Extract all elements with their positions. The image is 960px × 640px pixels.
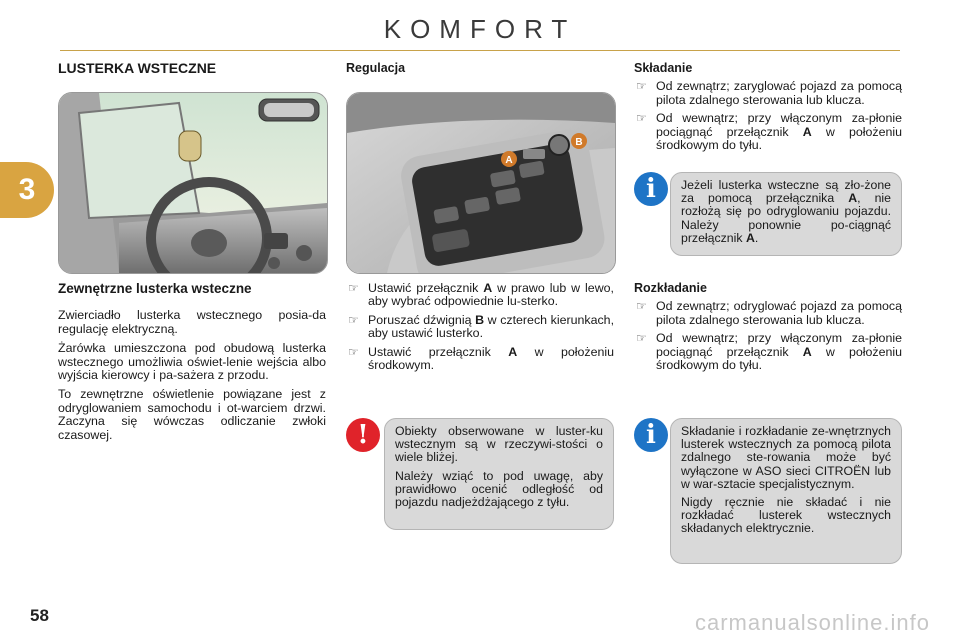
pointing-finger-icon: ☞ <box>636 79 647 94</box>
switch-label: A <box>745 230 755 245</box>
list-item <box>634 332 902 372</box>
info-box-fold <box>670 172 902 256</box>
text: w położeniu środkowym do tyłu. <box>656 344 902 373</box>
pointing-finger-icon: ☞ <box>636 331 647 346</box>
text: Ustawić przełącznik <box>368 344 509 359</box>
fold-list <box>634 80 902 152</box>
exclamation-icon: ! <box>346 418 380 452</box>
paragraph: To zewnętrzne oświetlenie powiązane jest z odryglowaniem samochodu i ot-warciem drzwi. Zaczyna się wówczas odliczanie zwłoki czasowej. <box>58 387 326 442</box>
text: Ustawić przełącznik <box>368 281 484 295</box>
list-item <box>346 346 614 373</box>
left-column <box>58 62 326 75</box>
warning-text: Należy wziąć to pod uwagę, aby prawidłowo ocenić odległość od pojazdu nadjeżdżającego z tyłu. <box>395 468 603 510</box>
unfold-title: Rozkładanie <box>634 281 707 295</box>
subsection-title: Zewnętrzne lusterka wsteczne <box>58 281 252 296</box>
header-divider <box>60 50 900 51</box>
door-switch-photo <box>346 92 616 274</box>
text: , nie rozłożą się po odryglowaniu pojazdu. Należy ponownie po-ciągnąć przełącznik <box>681 191 891 245</box>
info-icon: i <box>634 172 668 206</box>
fold-title: Składanie <box>634 61 693 75</box>
text: Jeżeli lusterka wsteczne są zło-żone za pomocą przełącznika <box>681 178 891 206</box>
list-item <box>634 80 902 107</box>
page-header-title: KOMFORT <box>383 14 577 44</box>
label-b: B <box>575 137 583 148</box>
text: w czterech kierunkach, aby ustawić lusterko. <box>368 312 615 341</box>
switch-label: A <box>848 191 858 206</box>
info-box-remote <box>670 418 902 564</box>
pointing-finger-icon: ☞ <box>636 111 647 126</box>
middle-header <box>346 62 614 75</box>
text: w prawo lub w lewo, aby wybrać odpowiednie lu-sterko. <box>368 281 614 309</box>
info-text: Składanie i rozkładanie ze-wnętrznych lusterek wstecznych za pomocą pilota zdalnego ste-rowania może być wyłączone w ASO sieci CITROËN lub w war-sztacie specjalistycznym. <box>681 424 891 491</box>
warning-box <box>384 418 614 530</box>
text: Poruszać dźwignią <box>368 312 476 327</box>
switch-label: A <box>483 281 493 295</box>
paragraph: Żarówka umieszczona pod obudową lusterka wstecznego umożliwia oświet-lenie wejścia albo wyjścia kierowcy i pa-sażera z przodu. <box>58 341 326 383</box>
car-interior-photo <box>58 92 328 274</box>
lever-label: B <box>475 312 485 327</box>
middle-text <box>346 282 614 377</box>
info-icon: i <box>634 418 668 452</box>
text: Od zewnątrz; odryglować pojazd za pomocą pilota zdalnego sterowania lub klucza. <box>656 299 902 327</box>
warning-text: Obiekty obserwowane w luster-ku wstecznym są w rzeczywi-stości o wiele bliżej. <box>395 424 603 465</box>
paragraph: Zwierciadło lusterka wstecznego posia-da regulację elektryczną. <box>58 308 326 336</box>
text: Od wewnątrz; przy włączonym za-płonie pociągnąć przełącznik <box>656 111 902 139</box>
text: Od wewnątrz; przy włączonym za-płonie pociągnąć przełącznik <box>656 331 902 359</box>
text: Od zewnątrz; zaryglować pojazd za pomocą pilota zdalnego sterowania lub klucza. <box>656 79 902 107</box>
pointing-finger-icon: ☞ <box>636 299 647 314</box>
right-fold <box>634 62 902 157</box>
switch-label: A <box>508 344 518 359</box>
pointing-finger-icon: ☞ <box>348 281 359 295</box>
switch-label: A <box>802 124 812 139</box>
list-item <box>634 112 902 152</box>
section-title: LUSTERKA WSTECZNE <box>58 60 217 76</box>
text: w położeniu środkowym. <box>368 344 614 373</box>
page-number: 58 <box>30 606 49 625</box>
watermark: carmanualsonline.info <box>694 610 930 635</box>
chapter-tab: 3 <box>0 162 54 218</box>
info-text: Nigdy ręcznie nie składać i nie rozkładać lusterek wstecznych składanych elektrycznie. <box>681 495 891 536</box>
unfold-list <box>634 300 902 372</box>
regulation-title: Regulacja <box>346 61 406 75</box>
list-item <box>346 282 614 309</box>
label-a: A <box>505 155 513 166</box>
text: w położeniu środkowym do tyłu. <box>656 124 902 153</box>
right-unfold <box>634 282 902 377</box>
list-item <box>346 314 614 341</box>
info-text <box>681 179 891 245</box>
pointing-finger-icon: ☞ <box>348 344 359 359</box>
left-text <box>58 282 326 448</box>
switch-label: A <box>802 344 812 359</box>
text: . <box>754 230 759 245</box>
list-item <box>634 300 902 327</box>
pointing-finger-icon: ☞ <box>348 312 359 327</box>
regulation-list <box>346 282 614 372</box>
